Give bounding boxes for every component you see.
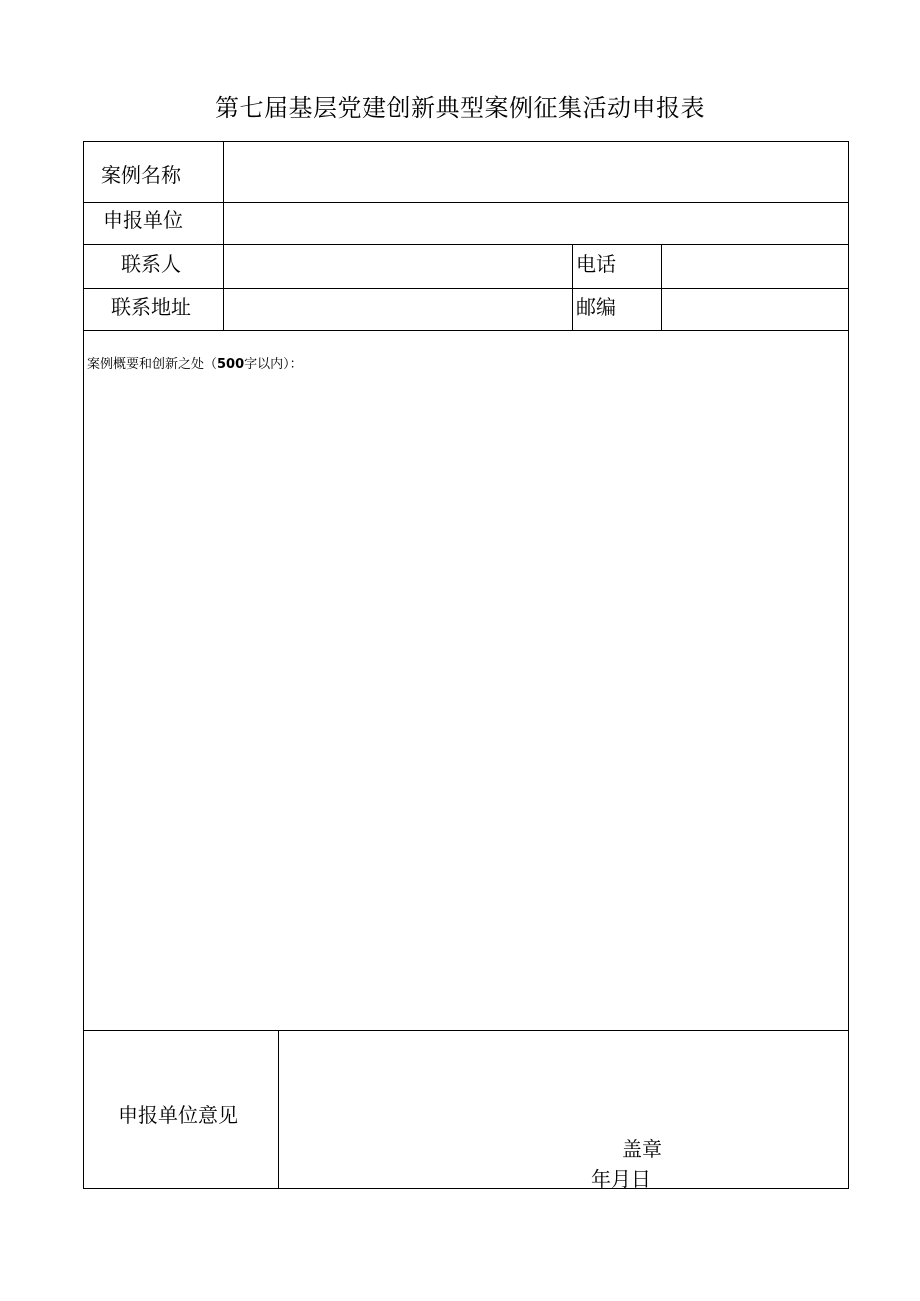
case-name-label: 案例名称 bbox=[101, 163, 181, 187]
seal-label: 盖章 bbox=[622, 1137, 662, 1161]
summary-note-number: 500 bbox=[217, 357, 245, 372]
postcode-label: 邮编 bbox=[576, 295, 616, 319]
contact-label: 联系人 bbox=[121, 252, 181, 276]
row-divider bbox=[84, 330, 848, 331]
case-name-field[interactable] bbox=[224, 142, 848, 202]
phone-label: 电话 bbox=[576, 252, 616, 276]
summary-note bbox=[87, 353, 303, 372]
application-form-table bbox=[83, 141, 849, 1189]
summary-note-prefix: 案例概要和创新之处（ bbox=[87, 357, 218, 372]
unit-label: 申报单位 bbox=[103, 208, 183, 232]
summary-note-suffix: 字以内）： bbox=[244, 357, 303, 372]
column-divider bbox=[572, 244, 573, 330]
form-title: 第七届基层党建创新典型案例征集活动申报表 bbox=[215, 94, 705, 122]
postcode-field[interactable] bbox=[662, 289, 848, 330]
unit-field[interactable] bbox=[224, 203, 848, 244]
address-label: 联系地址 bbox=[111, 295, 191, 319]
opinion-label: 申报单位意见 bbox=[118, 1103, 238, 1127]
date-label: 年月日 bbox=[591, 1167, 651, 1191]
opinion-field[interactable] bbox=[279, 1031, 848, 1188]
summary-textarea[interactable] bbox=[84, 372, 848, 1030]
phone-field[interactable] bbox=[662, 245, 848, 288]
contact-field[interactable] bbox=[224, 245, 572, 288]
address-field[interactable] bbox=[224, 289, 572, 330]
